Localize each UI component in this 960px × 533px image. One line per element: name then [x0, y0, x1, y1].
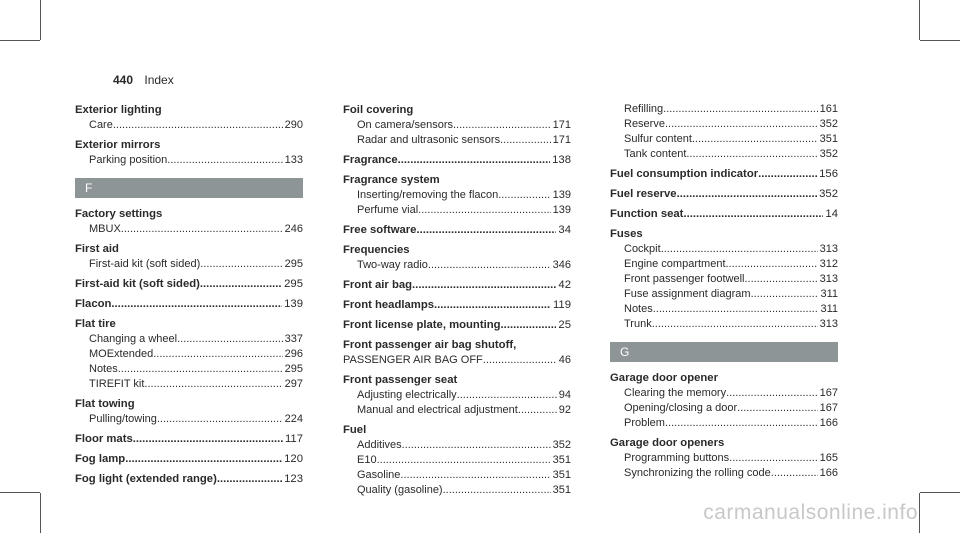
entry-label: Changing a wheel: [89, 333, 178, 345]
page-reference: 352: [819, 118, 838, 130]
page-reference: 171: [552, 134, 571, 146]
index-column-3: [610, 102, 838, 481]
page-header: [113, 73, 174, 87]
page-reference: 165: [819, 452, 838, 464]
entry-label: Fuel reserve: [610, 188, 677, 200]
dot-leader: [758, 166, 817, 182]
dot-leader: [111, 296, 282, 312]
dot-leader: [377, 453, 551, 468]
entry-label: Fragrance: [343, 154, 398, 166]
page-reference: 42: [558, 279, 571, 291]
entry-label: Free software: [343, 224, 417, 236]
entry-label: Inserting/removing the flacon: [357, 189, 499, 201]
index-entry: [75, 471, 303, 487]
page-reference: 352: [819, 148, 838, 160]
index-subentry: [610, 416, 838, 431]
entry-label: Fog light (extended range): [75, 473, 217, 485]
entry-label: Reserve: [624, 118, 665, 130]
page-reference: 117: [284, 433, 303, 445]
index-subentry: [75, 332, 303, 347]
index-entry: [75, 206, 303, 222]
dot-leader: [416, 222, 556, 238]
page-reference: 352: [552, 439, 571, 451]
entry-label: Fog lamp: [75, 453, 126, 465]
index-subentry: [610, 102, 838, 117]
page-reference: 138: [552, 154, 571, 166]
page-reference: 351: [819, 133, 838, 145]
index-subentry: [343, 203, 571, 218]
page-reference: 311: [820, 288, 838, 300]
page-reference: 139: [284, 298, 303, 310]
index-subentry: [610, 242, 838, 257]
page-reference: 166: [819, 417, 838, 429]
entry-label: PASSENGER AIR BAG OFF: [343, 354, 483, 366]
entry-label: Factory settings: [75, 208, 163, 220]
page-reference: 313: [819, 273, 838, 285]
page-reference: 156: [819, 168, 838, 180]
page-reference: 311: [820, 303, 838, 315]
index-subentry: [610, 257, 838, 272]
dot-leader: [113, 118, 283, 133]
index-subentry: [75, 257, 303, 272]
dot-leader: [428, 258, 551, 273]
entry-label: Tank content: [624, 148, 687, 160]
page-reference: 352: [819, 188, 838, 200]
entry-label: Front air bag: [343, 279, 413, 291]
page-reference: 34: [558, 224, 571, 236]
index-entry: [610, 206, 838, 222]
page-reference: 224: [284, 413, 303, 425]
index-entry: [343, 172, 571, 188]
entry-label: Fragrance system: [343, 174, 440, 186]
page-reference: 94: [558, 389, 571, 401]
index-entry: [610, 435, 838, 451]
entry-label: MOExtended: [89, 348, 154, 360]
dot-leader: [434, 297, 551, 313]
page-reference: 139: [552, 189, 571, 201]
index-subentry: [75, 222, 303, 237]
dot-leader: [751, 287, 819, 302]
index-entry: [75, 102, 303, 118]
index-entry: [75, 431, 303, 447]
entry-label: Front passenger air bag shutoff,: [343, 339, 517, 351]
index-subentry: [75, 362, 303, 377]
entry-label: First-aid kit (soft sided): [75, 278, 200, 290]
entry-label: Fuel consumption indicator: [610, 168, 759, 180]
entry-label: Pulling/towing: [89, 413, 157, 425]
index-subentry: [75, 347, 303, 362]
index-entry: [75, 396, 303, 412]
entry-label: Frequencies: [343, 244, 410, 256]
crop-mark: [0, 492, 40, 493]
dot-leader: [118, 362, 283, 377]
entry-label: Two-way radio: [357, 259, 428, 271]
entry-label: Problem: [624, 417, 665, 429]
crop-mark: [920, 492, 960, 493]
index-entry: [75, 137, 303, 153]
index-entry: [343, 337, 571, 353]
page-reference: 313: [819, 243, 838, 255]
dot-leader: [683, 206, 823, 222]
entry-label: Sulfur content: [624, 133, 692, 145]
crop-mark: [40, 493, 41, 533]
index-subentry: [75, 412, 303, 427]
entry-label: Front passenger footwell: [624, 273, 745, 285]
page-reference: 120: [284, 453, 303, 465]
entry-label: TIREFIT kit: [89, 378, 145, 390]
page-reference: 92: [558, 404, 571, 416]
dot-leader: [418, 203, 551, 218]
page-reference: 123: [284, 473, 303, 485]
entry-label: Cockpit: [624, 243, 661, 255]
entry-label: Perfume vial: [357, 204, 419, 216]
section-letter-bar: F: [75, 178, 303, 198]
page-reference: 312: [819, 258, 838, 270]
index-subentry: [343, 453, 571, 468]
dot-leader: [153, 347, 282, 362]
dot-leader: [398, 152, 551, 168]
entry-label: Exterior mirrors: [75, 139, 161, 151]
dot-leader: [692, 132, 818, 147]
index-entry: [343, 297, 571, 313]
entry-label: Adjusting electrically: [357, 389, 457, 401]
entry-label: Synchronizing the rolling code: [624, 467, 771, 479]
watermark: carmanualsonline.info: [703, 501, 918, 524]
index-subentry: [610, 317, 838, 332]
dot-leader: [653, 302, 819, 317]
entry-label: Gasoline: [357, 469, 401, 481]
entry-label: Care: [89, 119, 113, 131]
page-reference: 119: [552, 299, 571, 311]
page-reference: 161: [819, 103, 838, 115]
dot-leader: [400, 468, 550, 483]
dot-leader: [652, 317, 818, 332]
page-reference: 297: [284, 378, 303, 390]
index-entry: [75, 276, 303, 292]
entry-label: Flacon: [75, 298, 112, 310]
dot-leader: [177, 332, 283, 347]
page-reference: 46: [558, 354, 571, 366]
page-reference: 351: [552, 469, 571, 481]
index-subentry: [610, 451, 838, 466]
page-reference: 246: [284, 223, 303, 235]
crop-mark: [40, 0, 41, 40]
entry-label: Flat tire: [75, 318, 116, 330]
dot-leader: [200, 257, 282, 272]
entry-label: Radar and ultrasonic sensors: [357, 134, 501, 146]
entry-label: Exterior lighting: [75, 104, 162, 116]
index-subentry: [610, 147, 838, 162]
entry-label: E10: [357, 454, 377, 466]
dot-leader: [157, 412, 283, 427]
entry-label: Garage door openers: [610, 437, 725, 449]
index-entry: [75, 296, 303, 312]
dot-leader: [729, 451, 817, 466]
index-entry: [610, 186, 838, 202]
index-subentry: [75, 118, 303, 133]
entry-label: Programming buttons: [624, 452, 730, 464]
page-reference: 351: [552, 454, 571, 466]
index-entry: [610, 166, 838, 182]
page-reference: 167: [819, 387, 838, 399]
index-entry: [343, 242, 571, 258]
entry-label: Garage door opener: [610, 372, 718, 384]
index-subentry: [610, 401, 838, 416]
dot-leader: [167, 153, 282, 168]
dot-leader: [665, 416, 818, 431]
entry-label: Fuel: [343, 424, 367, 436]
index-subentry: [343, 353, 571, 368]
dot-leader: [133, 431, 283, 447]
entry-label: First-aid kit (soft sided): [89, 258, 201, 270]
dot-leader: [402, 438, 551, 453]
dot-leader: [217, 471, 282, 487]
index-subentry: [343, 438, 571, 453]
crop-mark: [0, 40, 40, 41]
dot-leader: [443, 483, 551, 498]
dot-leader: [771, 466, 818, 481]
dot-leader: [483, 353, 557, 368]
dot-leader: [737, 401, 818, 416]
entry-label: Fuse assignment diagram: [624, 288, 751, 300]
dot-leader: [663, 102, 818, 117]
index-entry: [343, 422, 571, 438]
dot-leader: [661, 242, 818, 257]
index-subentry: [610, 272, 838, 287]
dot-leader: [744, 272, 817, 287]
index-subentry: [610, 386, 838, 401]
page-number: 440: [113, 73, 134, 87]
dot-leader: [412, 277, 556, 293]
entry-label: Manual and electrical adjustment: [357, 404, 518, 416]
index-entry: [343, 102, 571, 118]
page-reference: 171: [552, 119, 571, 131]
dot-leader: [125, 451, 282, 467]
dot-leader: [121, 222, 283, 237]
index-entry: [610, 226, 838, 242]
crop-mark: [919, 0, 920, 40]
index-subentry: [343, 483, 571, 498]
entry-label: Clearing the memory: [624, 387, 727, 399]
entry-label: Notes: [89, 363, 118, 375]
index-column-2: [343, 102, 571, 498]
index-subentry: [343, 188, 571, 203]
entry-label: Front license plate, mounting: [343, 319, 501, 331]
index-entry: [343, 277, 571, 293]
entry-label: Notes: [624, 303, 653, 315]
entry-label: First aid: [75, 243, 119, 255]
dot-leader: [686, 147, 817, 162]
page-reference: 133: [284, 154, 303, 166]
entry-label: Trunk: [624, 318, 652, 330]
index-subentry: [343, 403, 571, 418]
page-reference: 351: [552, 484, 571, 496]
entry-label: Flat towing: [75, 398, 135, 410]
dot-leader: [457, 388, 557, 403]
page-reference: 313: [819, 318, 838, 330]
index-subentry: [343, 388, 571, 403]
entry-label: Quality (gasoline): [357, 484, 443, 496]
entry-label: Opening/closing a door: [624, 402, 738, 414]
crop-mark: [919, 493, 920, 533]
dot-leader: [726, 386, 818, 401]
index-column-1: [75, 102, 303, 487]
section-title: Index: [144, 73, 174, 87]
dot-leader: [453, 118, 551, 133]
page-reference: 296: [284, 348, 303, 360]
index-subentry: [343, 258, 571, 273]
page-reference: 14: [825, 208, 838, 220]
index-entry: [343, 372, 571, 388]
index-subentry: [343, 468, 571, 483]
index-entry: [343, 317, 571, 333]
page-reference: 25: [558, 319, 571, 331]
dot-leader: [677, 186, 818, 202]
page-reference: 295: [284, 278, 303, 290]
page-reference: 167: [819, 402, 838, 414]
dot-leader: [518, 403, 557, 418]
dot-leader: [200, 276, 282, 292]
index-subentry: [610, 302, 838, 317]
entry-label: Floor mats: [75, 433, 133, 445]
entry-label: Parking position: [89, 154, 168, 166]
index-entry: [610, 370, 838, 386]
index-subentry: [610, 466, 838, 481]
index-subentry: [343, 133, 571, 148]
dot-leader: [144, 377, 282, 392]
entry-label: On camera/sensors: [357, 119, 453, 131]
entry-label: Front headlamps: [343, 299, 435, 311]
dot-leader: [501, 317, 557, 333]
index-subentry: [610, 117, 838, 132]
dot-leader: [665, 117, 818, 132]
index-subentry: [610, 287, 838, 302]
entry-label: MBUX: [89, 223, 121, 235]
page-reference: 337: [284, 333, 303, 345]
entry-label: Fuses: [610, 228, 643, 240]
page-reference: 295: [284, 363, 303, 375]
entry-label: Front passenger seat: [343, 374, 458, 386]
entry-label: Engine compartment: [624, 258, 726, 270]
index-entry: [343, 222, 571, 238]
page-reference: 346: [552, 259, 571, 271]
dot-leader: [498, 188, 550, 203]
entry-label: Additives: [357, 439, 402, 451]
index-entry: [75, 241, 303, 257]
section-letter-bar: G: [610, 342, 838, 362]
page-reference: 139: [552, 204, 571, 216]
index-subentry: [75, 153, 303, 168]
page-reference: 166: [819, 467, 838, 479]
index-subentry: [343, 118, 571, 133]
page-reference: 290: [284, 119, 303, 131]
index-entry: [75, 316, 303, 332]
entry-label: Function seat: [610, 208, 684, 220]
index-entry: [75, 451, 303, 467]
index-subentry: [610, 132, 838, 147]
index-entry: [343, 152, 571, 168]
index-subentry: [75, 377, 303, 392]
entry-label: Foil covering: [343, 104, 414, 116]
dot-leader: [726, 257, 818, 272]
entry-label: Refilling: [624, 103, 664, 115]
page-reference: 295: [284, 258, 303, 270]
crop-mark: [920, 40, 960, 41]
dot-leader: [500, 133, 551, 148]
